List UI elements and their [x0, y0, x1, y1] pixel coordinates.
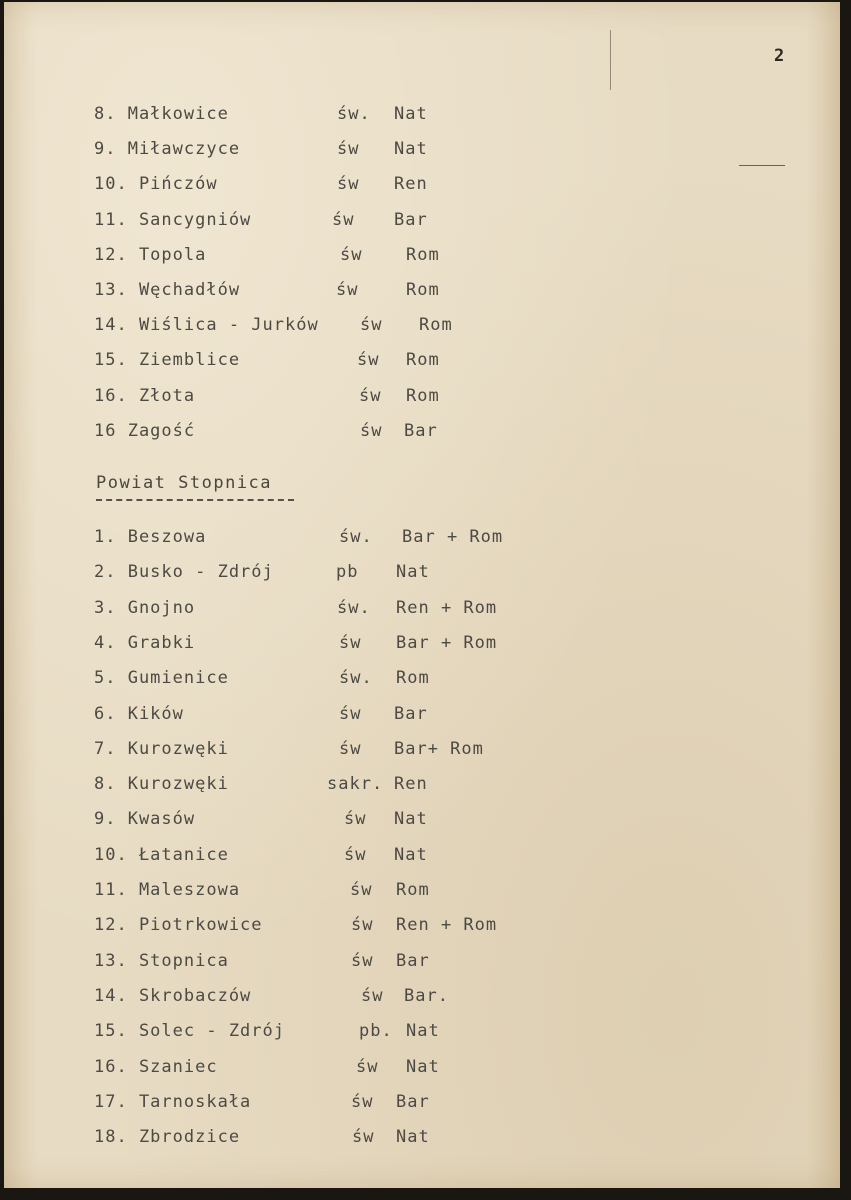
building-type: św.: [339, 527, 373, 547]
place-name: 8. Małkowice: [94, 104, 229, 124]
building-type: św: [339, 738, 362, 759]
place-name: 6. Kików: [94, 703, 184, 724]
architectural-style: Nat: [394, 844, 428, 865]
architectural-style: Nat: [394, 809, 428, 830]
building-type: św: [356, 1056, 379, 1077]
building-type: św: [339, 632, 362, 653]
architectural-style: Nat: [394, 104, 428, 124]
place-name: 16. Złota: [94, 385, 196, 406]
architectural-style: Nat: [406, 1056, 440, 1077]
architectural-style: Rom: [406, 350, 440, 371]
place-name: 9. Miławczyce: [94, 139, 241, 160]
building-type: św.: [339, 668, 373, 689]
pencil-mark-horizontal: [739, 165, 785, 166]
building-type: sakr.: [327, 774, 384, 795]
building-type: św: [344, 844, 367, 865]
place-name: 7. Kurozwęki: [94, 738, 229, 759]
place-name: 12. Topola: [94, 244, 207, 265]
place-name: 14. Skrobaczów: [94, 985, 252, 1006]
architectural-style: Bar + Rom: [396, 632, 498, 653]
building-type: św: [360, 315, 383, 336]
architectural-style: Ren + Rom: [396, 915, 498, 936]
place-name: 13. Stopnica: [94, 950, 229, 971]
place-name: 17. Tarnoskała: [94, 1091, 252, 1112]
architectural-style: Ren + Rom: [396, 597, 498, 618]
architectural-style: Ren: [394, 174, 428, 195]
place-name: 2. Busko - Zdrój: [94, 562, 274, 583]
place-name: 11. Sancygniów: [94, 209, 252, 230]
architectural-style: Ren: [394, 774, 428, 795]
place-name: 15. Ziemblice: [94, 350, 241, 371]
architectural-style: Rom: [406, 244, 440, 265]
building-type: św.: [337, 597, 371, 618]
building-type: pb.: [359, 1021, 393, 1042]
building-type: św: [340, 244, 363, 265]
building-type: św: [350, 880, 373, 900]
heading-underline: [96, 499, 294, 501]
building-type: św: [351, 1091, 374, 1112]
place-name: 16 Zagość: [94, 420, 196, 441]
architectural-style: Bar: [394, 703, 428, 724]
architectural-style: Bar: [396, 950, 430, 971]
place-name: 3. Gnojno: [94, 597, 196, 618]
building-type: św: [351, 950, 374, 971]
place-name: 1. Beszowa: [94, 527, 207, 547]
architectural-style: Rom: [396, 668, 430, 689]
place-name: 18. Zbrodzice: [94, 1127, 241, 1148]
place-name: 12. Piotrkowice: [94, 915, 263, 936]
building-type: św: [344, 809, 367, 830]
building-type: św: [360, 420, 383, 441]
place-name: 15. Solec - Zdrój: [94, 1021, 285, 1042]
building-type: św: [339, 703, 362, 724]
architectural-style: Bar: [404, 420, 438, 441]
place-name: 11. Maleszowa: [94, 880, 241, 900]
architectural-style: Bar+ Rom: [394, 738, 484, 759]
architectural-style: Nat: [394, 139, 428, 160]
place-name: 8. Kurozwęki: [94, 774, 229, 795]
building-type: św: [336, 280, 359, 300]
architectural-style: Bar + Rom: [402, 527, 504, 547]
section-heading: Powiat Stopnica: [96, 473, 273, 493]
architectural-style: Bar.: [404, 985, 449, 1006]
place-name: 4. Grabki: [94, 632, 196, 653]
place-name: 16. Szaniec: [94, 1056, 218, 1077]
architectural-style: Rom: [406, 385, 440, 406]
building-type: św: [337, 139, 360, 160]
building-type: św: [332, 209, 355, 230]
architectural-style: Rom: [406, 280, 440, 300]
building-type: św: [361, 985, 384, 1006]
document-page: [4, 2, 840, 1188]
place-name: 10. Łatanice: [94, 844, 229, 865]
architectural-style: Bar: [394, 209, 428, 230]
page-number: 2: [774, 46, 785, 66]
place-name: 9. Kwasów: [94, 809, 196, 830]
place-name: 13. Węchadłów: [94, 280, 241, 300]
building-type: św.: [337, 104, 371, 124]
place-name: 5. Gumienice: [94, 668, 229, 689]
building-type: św: [351, 915, 374, 936]
building-type: św: [337, 174, 360, 195]
place-name: 10. Pińczów: [94, 174, 218, 195]
building-type: św: [357, 350, 380, 371]
architectural-style: Bar: [396, 1091, 430, 1112]
architectural-style: Nat: [396, 1127, 430, 1148]
place-name: 14. Wiślica - Jurków: [94, 315, 319, 336]
building-type: św: [352, 1127, 375, 1148]
architectural-style: Rom: [419, 315, 453, 336]
architectural-style: Nat: [396, 562, 430, 583]
building-type: św: [359, 385, 382, 406]
architectural-style: Rom: [396, 880, 430, 900]
building-type: pb: [336, 562, 359, 583]
architectural-style: Nat: [406, 1021, 440, 1042]
pencil-mark-vertical: [610, 30, 611, 90]
